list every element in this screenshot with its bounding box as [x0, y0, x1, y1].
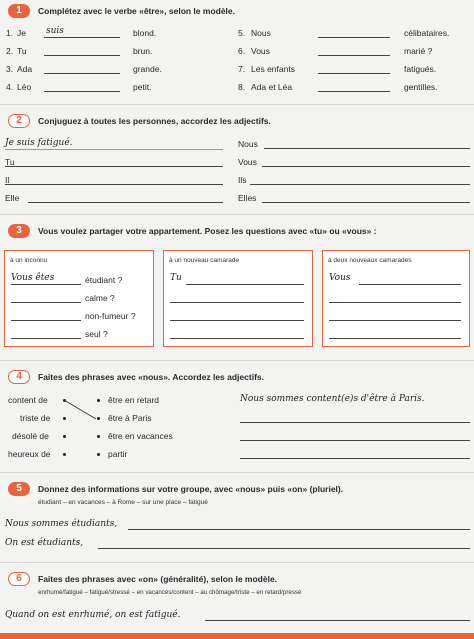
ex2-example-sentence: Je suis fatigué.: [5, 138, 73, 148]
ex1-row-adjective: fatigués.: [404, 64, 437, 74]
ex3-box-example: Vous: [329, 273, 351, 283]
ex3-answer-line[interactable]: [170, 320, 304, 321]
ex4-answer-line[interactable]: [240, 422, 470, 423]
ex3-answer-line[interactable]: [329, 320, 461, 321]
exercise-6-title: Faites des phrases avec «on» (généralité), selon le modèle.: [38, 574, 278, 584]
exercise-1-badge: 1: [8, 4, 30, 18]
section-divider: [0, 360, 474, 361]
ex1-row-number: 5.: [238, 28, 246, 38]
exercise-5-badge: 5: [8, 482, 30, 496]
ex1-row-subject: Ada: [17, 64, 33, 74]
ex4-left-item: désolé de: [12, 431, 49, 441]
ex5-answer-line[interactable]: [98, 548, 470, 549]
ex4-example-sentence: Nous sommes content(e)s d'être à Paris.: [240, 394, 425, 404]
ex3-box-example: Vous êtes: [11, 273, 55, 283]
ex1-row-subject: Nous: [251, 28, 271, 38]
ex5-example-nous: Nous sommes étudiants,: [5, 519, 118, 529]
ex2-subject: Elle: [5, 193, 20, 203]
ex4-match-dot[interactable]: [63, 435, 66, 438]
ex1-answer-line[interactable]: [44, 73, 120, 74]
ex4-right-item: être en vacances: [108, 431, 173, 441]
ex4-match-dot[interactable]: [97, 399, 100, 402]
ex1-row-adjective: marié ?: [404, 46, 433, 56]
ex2-answer-line[interactable]: [5, 166, 223, 167]
ex4-right-item: être à Paris: [108, 413, 152, 423]
ex4-match-dot[interactable]: [97, 435, 100, 438]
ex3-answer-line[interactable]: [329, 302, 461, 303]
ex1-row-adjective: blond.: [133, 28, 157, 38]
ex3-question-item: étudiant ?: [85, 275, 123, 285]
ex2-answer-line[interactable]: [264, 148, 470, 149]
exercise-4-badge: 4: [8, 370, 30, 384]
ex5-answer-line[interactable]: [128, 529, 470, 530]
ex6-word-list: enrhumé/fatigué – fatigué/stressé – en vacances/content – au chômage/triste – en retard/pressé: [38, 589, 302, 596]
ex1-row-adjective: gentilles.: [404, 82, 438, 92]
ex1-row-adjective: brun.: [133, 46, 153, 56]
ex1-row-number: 6.: [238, 46, 246, 56]
ex1-row-subject: Vous: [251, 46, 270, 56]
ex4-right-item: être en retard: [108, 395, 160, 405]
ex4-left-item: content de: [8, 395, 48, 405]
exercise-6-badge: 6: [8, 572, 30, 586]
ex2-subject: Vous: [238, 157, 257, 167]
ex1-row-subject: Tu: [17, 46, 27, 56]
ex3-box-example: Tu: [170, 273, 182, 283]
ex3-box-header: à deux nouveaux camarades: [328, 257, 412, 264]
ex3-box-new-friend: [163, 250, 313, 347]
ex3-question-item: non-fumeur ?: [85, 311, 136, 321]
ex1-row-subject: Les enfants: [251, 64, 295, 74]
ex3-answer-line[interactable]: [359, 284, 461, 285]
ex1-row-number: 3.: [6, 64, 14, 74]
exercise-3-title: Vous voulez partager votre appartement. Posez les questions avec «tu» ou «vous» :: [38, 226, 377, 236]
ex1-answer-line[interactable]: [318, 55, 390, 56]
ex2-answer-line[interactable]: [28, 202, 223, 203]
ex4-answer-line[interactable]: [240, 440, 470, 441]
exercise-1-title: Complétez avec le verbe «être», selon le modèle.: [38, 6, 236, 16]
ex1-answer-line[interactable]: [44, 91, 120, 92]
ex3-box-two-friends: [322, 250, 470, 347]
ex4-match-dot[interactable]: [97, 417, 100, 420]
ex6-example-sentence: Quand on est enrhumé, on est fatigué.: [5, 610, 181, 620]
ex3-question-item: seul ?: [85, 329, 108, 339]
ex4-match-dot[interactable]: [63, 453, 66, 456]
ex2-answer-line[interactable]: [5, 184, 223, 185]
ex4-right-item: partir: [108, 449, 128, 459]
ex1-row-number: 1.: [6, 28, 14, 38]
ex4-connector-line: [64, 398, 104, 428]
ex1-row-number: 8.: [238, 82, 246, 92]
ex1-answer-line[interactable]: [318, 73, 390, 74]
ex3-answer-line[interactable]: [170, 338, 304, 339]
ex6-answer-line[interactable]: [205, 620, 470, 621]
exercise-2-badge: 2: [8, 114, 30, 128]
ex1-answer-line[interactable]: [318, 37, 390, 38]
ex2-subject: Elles: [238, 193, 257, 203]
ex4-left-item: heureux de: [8, 449, 51, 459]
ex4-left-item: triste de: [20, 413, 51, 423]
ex3-answer-line[interactable]: [329, 338, 461, 339]
ex3-box-header: à un nouveau camarade: [169, 257, 240, 264]
ex4-answer-line[interactable]: [240, 458, 470, 459]
ex2-answer-line[interactable]: [250, 184, 470, 185]
ex1-row-adjective: petit.: [133, 82, 152, 92]
ex2-subject: Il: [5, 175, 10, 185]
ex1-answer-line[interactable]: [44, 55, 120, 56]
ex3-answer-line[interactable]: [186, 284, 304, 285]
ex2-answer-line[interactable]: [262, 202, 470, 203]
ex4-match-dot[interactable]: [97, 453, 100, 456]
ex3-box-stranger: [4, 250, 154, 347]
ex2-subject: Nous: [238, 139, 258, 149]
section-divider: [0, 104, 474, 105]
ex1-answer-line[interactable]: [44, 37, 120, 38]
exercise-4-title: Faites des phrases avec «nous». Accordez les adjectifs.: [38, 372, 264, 382]
section-divider: [0, 562, 474, 563]
ex1-row-number: 2.: [6, 46, 14, 56]
ex2-subject: Ils: [238, 175, 247, 185]
ex3-answer-line[interactable]: [11, 284, 81, 285]
ex1-row-number: 4.: [6, 82, 14, 92]
exercise-2-title: Conjuguez à toutes les personnes, accordez les adjectifs.: [38, 116, 271, 126]
ex3-answer-line[interactable]: [11, 302, 81, 303]
ex3-answer-line[interactable]: [11, 320, 81, 321]
ex1-answer-line[interactable]: [318, 91, 390, 92]
ex2-subject: Tu: [5, 157, 15, 167]
ex1-row-adjective: célibataires.: [404, 28, 450, 38]
page-bottom-bar: [0, 633, 474, 639]
exercise-3-badge: 3: [8, 224, 30, 238]
ex1-row-subject: Je: [17, 28, 26, 38]
ex5-word-list: étudiant – en vacances – à Rome – sur une place – fatigué: [38, 499, 208, 506]
ex3-question-item: calme ?: [85, 293, 115, 303]
ex5-example-on: On est étudiants,: [5, 538, 84, 548]
ex1-row-answer: suis: [46, 26, 64, 36]
exercise-5-title: Donnez des informations sur votre groupe, avec «nous» puis «on» (pluriel).: [38, 484, 344, 494]
ex1-row-adjective: grande.: [133, 64, 162, 74]
ex1-row-subject: Léo: [17, 82, 32, 92]
ex3-answer-line[interactable]: [170, 302, 304, 303]
section-divider: [0, 214, 474, 215]
section-divider: [0, 472, 474, 473]
ex1-row-number: 7.: [238, 64, 246, 74]
ex3-answer-line[interactable]: [11, 338, 81, 339]
ex1-row-subject: Ada et Léa: [251, 82, 293, 92]
ex2-answer-line[interactable]: [262, 166, 470, 167]
ex2-answer-line[interactable]: [5, 149, 223, 150]
ex3-box-header: à un inconnu: [10, 257, 48, 264]
